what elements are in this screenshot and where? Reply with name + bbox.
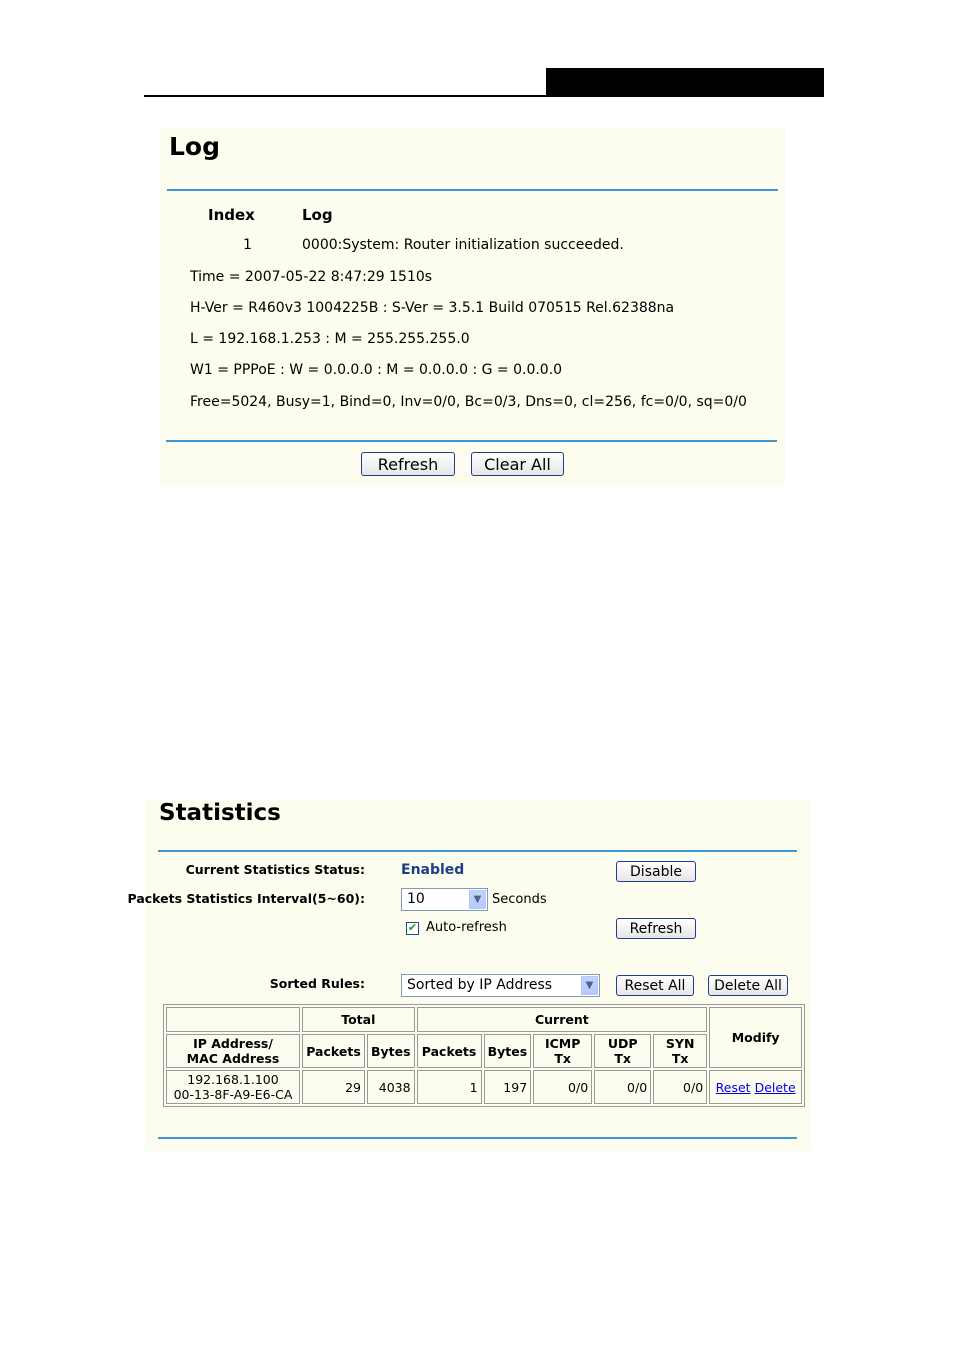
log-info-time: Time = 2007-05-22 8:47:29 1510s [190, 269, 433, 285]
mac-header-line: MAC Address [186, 1051, 280, 1066]
total-packets-cell: 29 [302, 1070, 365, 1104]
log-log-header: Log [302, 206, 333, 224]
current-packets-cell: 1 [417, 1070, 482, 1104]
header-bar [546, 68, 824, 97]
total-bytes-cell: 4038 [367, 1070, 415, 1104]
current-bytes-cell: 197 [484, 1070, 532, 1104]
ip-mac-cell [166, 1070, 300, 1104]
table-row [166, 1070, 802, 1104]
status-label: Current Statistics Status: [185, 862, 365, 877]
icmp-tx-header: ICMP Tx [533, 1034, 592, 1068]
chevron-down-icon[interactable]: ▼ [581, 976, 598, 995]
status-value: Enabled [401, 862, 465, 878]
header-rule [144, 95, 824, 97]
statistics-title: Statistics [159, 800, 281, 826]
log-info-resources: Free=5024, Busy=1, Bind=0, Inv=0/0, Bc=0/3, Dns=0, cl=256, fc=0/0, sq=0/0 [190, 394, 747, 410]
log-index-header: Index [208, 206, 255, 224]
statistics-panel [127, 799, 811, 1151]
log-bottom-rule [166, 440, 777, 442]
current-bytes-header: Bytes [484, 1034, 532, 1068]
icmp-tx-cell: 0/0 [533, 1070, 592, 1104]
log-title: Log [169, 132, 221, 161]
stats-refresh-button[interactable]: Refresh [616, 918, 696, 939]
auto-refresh-label: Auto-refresh [426, 920, 507, 935]
log-panel [160, 128, 785, 486]
modify-cell [709, 1070, 802, 1104]
statistics-table [163, 1004, 805, 1107]
mac-address: 00-13-8F-A9-E6-CA [173, 1087, 293, 1102]
delete-all-button[interactable]: Delete All [708, 975, 788, 996]
disable-button[interactable]: Disable [616, 861, 696, 882]
interval-unit: Seconds [492, 892, 547, 907]
chevron-down-icon[interactable]: ▼ [469, 890, 486, 909]
empty-header-cell [166, 1007, 300, 1032]
interval-select[interactable] [401, 888, 488, 911]
clear-all-button[interactable]: Clear All [471, 452, 564, 476]
sorted-rules-value: Sorted by IP Address [407, 977, 553, 993]
interval-label: Packets Statistics Interval(5~60): [127, 891, 365, 906]
total-group-header: Total [302, 1007, 415, 1032]
statistics-bottom-rule [158, 1137, 797, 1139]
statistics-top-rule [158, 850, 797, 852]
log-info-version: H-Ver = R460v3 1004225B : S-Ver = 3.5.1 Build 070515 Rel.62388na [190, 300, 675, 316]
udp-tx-header: UDP Tx [594, 1034, 651, 1068]
udp-tx-cell: 0/0 [594, 1070, 651, 1104]
syn-tx-header: SYN Tx [653, 1034, 707, 1068]
log-top-rule [167, 189, 778, 191]
ip-mac-header [166, 1034, 300, 1068]
modify-header: Modify [709, 1007, 802, 1068]
reset-link[interactable]: Reset [715, 1079, 751, 1095]
total-bytes-header: Bytes [367, 1034, 415, 1068]
auto-refresh-checkbox[interactable] [406, 922, 419, 935]
syn-tx-cell: 0/0 [653, 1070, 707, 1104]
sorted-rules-select[interactable] [401, 974, 600, 997]
ip-header-line: IP Address/ [193, 1036, 273, 1051]
checkmark-icon: ✔ [407, 922, 418, 934]
delete-link[interactable]: Delete [754, 1079, 796, 1095]
current-group-header: Current [417, 1007, 708, 1032]
ip-address: 192.168.1.100 [187, 1072, 279, 1087]
reset-all-button[interactable]: Reset All [616, 975, 694, 996]
log-row-index: 1 [243, 237, 252, 253]
log-info-lan: L = 192.168.1.253 : M = 255.255.255.0 [190, 331, 470, 347]
total-packets-header: Packets [302, 1034, 365, 1068]
interval-value: 10 [407, 891, 425, 907]
sorted-rules-label: Sorted Rules: [269, 976, 365, 991]
log-info-wan: W1 = PPPoE : W = 0.0.0.0 : M = 0.0.0.0 : G = 0.0.0.0 [190, 362, 563, 378]
log-refresh-button[interactable]: Refresh [361, 452, 455, 476]
current-packets-header: Packets [417, 1034, 482, 1068]
log-row-message: 0000:System: Router initialization succeeded. [302, 237, 624, 253]
